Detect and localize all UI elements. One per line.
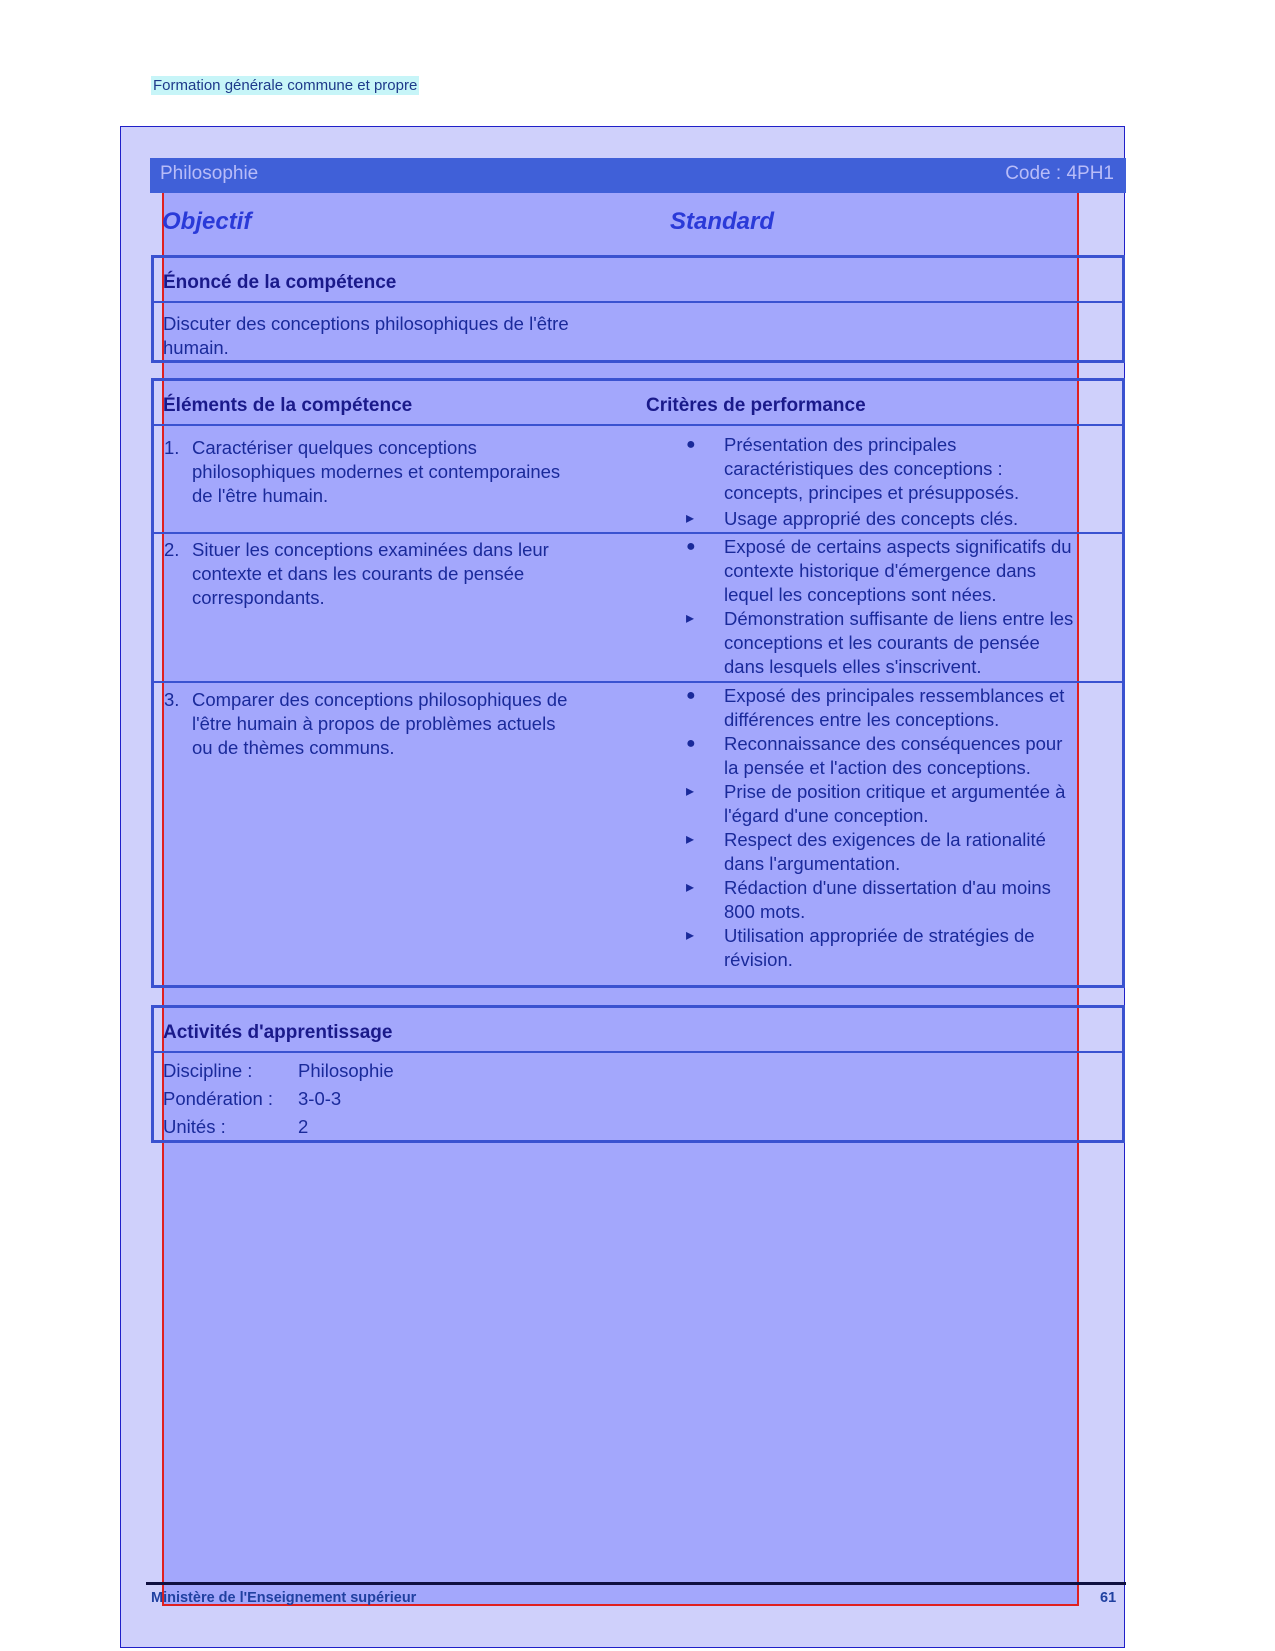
page-number: 61 bbox=[1100, 1590, 1117, 1606]
unites-label: Unités : bbox=[163, 1116, 226, 1137]
criterion-line: l'égard d'une conception. bbox=[724, 805, 929, 826]
activites-section bbox=[151, 1005, 1125, 1143]
criterion-line: Usage approprié des concepts clés. bbox=[724, 508, 1019, 529]
criterion bbox=[724, 780, 1119, 828]
bullet-icon: ▸ bbox=[686, 927, 695, 944]
criterion-line: Présentation des principales bbox=[724, 434, 957, 455]
element-number: 1. bbox=[164, 437, 180, 458]
element-item-3 bbox=[192, 688, 662, 760]
criterion bbox=[724, 924, 1119, 972]
activites-heading: Activités d'apprentissage bbox=[163, 1022, 393, 1043]
criterion-line: Respect des exigences de la rationalité bbox=[724, 829, 1046, 850]
criterion-line: différences entre les conceptions. bbox=[724, 709, 1000, 730]
unites-value: 2 bbox=[298, 1116, 309, 1137]
criterion-line: Démonstration suffisante de liens entre les bbox=[724, 608, 1074, 629]
criterion-line: contexte historique d'émergence dans bbox=[724, 560, 1037, 581]
course-code: Code : 4PH1 bbox=[1005, 163, 1114, 184]
criterion bbox=[724, 684, 1119, 732]
criterion bbox=[724, 828, 1119, 876]
bullet-icon: ▸ bbox=[686, 510, 695, 527]
element-line: correspondants. bbox=[192, 587, 325, 608]
element-line: philosophiques modernes et contemporaines bbox=[192, 461, 561, 482]
criterion-line: conceptions et les courants de pensée bbox=[724, 632, 1040, 653]
criterion-line: Rédaction d'une dissertation d'au moins bbox=[724, 877, 1051, 898]
criterion bbox=[724, 732, 1119, 780]
criterion-line: caractéristiques des conceptions : bbox=[724, 458, 1003, 479]
element-item-2 bbox=[192, 538, 662, 610]
enonce-line-1: Discuter des conceptions philosophiques de l'être bbox=[163, 313, 569, 334]
element-line: de l'être humain. bbox=[192, 485, 329, 506]
criterion-line: 800 mots. bbox=[724, 901, 806, 922]
criterion bbox=[724, 507, 1119, 531]
element-number: 3. bbox=[164, 689, 180, 710]
standard-heading: Standard bbox=[670, 208, 775, 235]
discipline-title: Philosophie bbox=[160, 163, 259, 184]
element-line: contexte et dans les courants de pensée bbox=[192, 563, 525, 584]
elements-heading: Éléments de la compétence bbox=[163, 395, 413, 416]
element-line: l'être humain à propos de problèmes actuels bbox=[192, 713, 556, 734]
criterion-line: révision. bbox=[724, 949, 793, 970]
criterion bbox=[724, 433, 1119, 505]
footer-divider bbox=[146, 1582, 1126, 1585]
bullet-icon: ● bbox=[686, 436, 696, 453]
bullet-icon: ▸ bbox=[686, 879, 695, 896]
criterion bbox=[724, 876, 1119, 924]
criterion-line: Reconnaissance des conséquences pour bbox=[724, 733, 1063, 754]
element-line: Situer les conceptions examinées dans leur bbox=[192, 539, 549, 560]
ponderation-label: Pondération : bbox=[163, 1088, 274, 1109]
bullet-icon: ● bbox=[686, 538, 696, 555]
elements-section bbox=[151, 378, 1125, 988]
bullet-icon: ▸ bbox=[686, 783, 695, 800]
ponderation-value: 3-0-3 bbox=[298, 1088, 342, 1109]
bullet-icon: ● bbox=[686, 735, 696, 752]
header-note: Formation générale commune et propre bbox=[153, 77, 418, 94]
title-bar bbox=[150, 158, 1126, 193]
discipline-value: Philosophie bbox=[298, 1060, 394, 1081]
enonce-line-2: humain. bbox=[163, 337, 229, 358]
criterion-line: lequel les conceptions sont nées. bbox=[724, 584, 997, 605]
element-line: ou de thèmes communs. bbox=[192, 737, 395, 758]
enonce-section bbox=[151, 255, 1125, 363]
element-line: Comparer des conceptions philosophiques de bbox=[192, 689, 568, 710]
criterion bbox=[724, 607, 1119, 679]
bullet-icon: ▸ bbox=[686, 831, 695, 848]
criterion-line: Exposé de certains aspects significatifs du bbox=[724, 536, 1072, 557]
element-line: Caractériser quelques conceptions bbox=[192, 437, 477, 458]
criterion-line: la pensée et l'action des conceptions. bbox=[724, 757, 1031, 778]
discipline-label: Discipline : bbox=[163, 1060, 253, 1081]
element-number: 2. bbox=[164, 539, 180, 560]
criterion-line: Exposé des principales ressemblances et bbox=[724, 685, 1065, 706]
bullet-icon: ▸ bbox=[686, 610, 695, 627]
objectif-heading: Objectif bbox=[162, 208, 252, 235]
criterion bbox=[724, 535, 1119, 607]
bullet-icon: ● bbox=[686, 687, 696, 704]
criterion-line: dans lesquels elles s'inscrivent. bbox=[724, 656, 982, 677]
criterion-line: Utilisation appropriée de stratégies de bbox=[724, 925, 1035, 946]
enonce-heading: Énoncé de la compétence bbox=[163, 272, 397, 293]
footer-ministry: Ministère de l'Enseignement supérieur bbox=[151, 1590, 417, 1606]
criterion-line: concepts, principes et présupposés. bbox=[724, 482, 1020, 503]
element-item-1 bbox=[192, 436, 662, 508]
criterion-line: Prise de position critique et argumentée à bbox=[724, 781, 1066, 802]
criterion-line: dans l'argumentation. bbox=[724, 853, 901, 874]
criteres-heading: Critères de performance bbox=[646, 395, 866, 416]
